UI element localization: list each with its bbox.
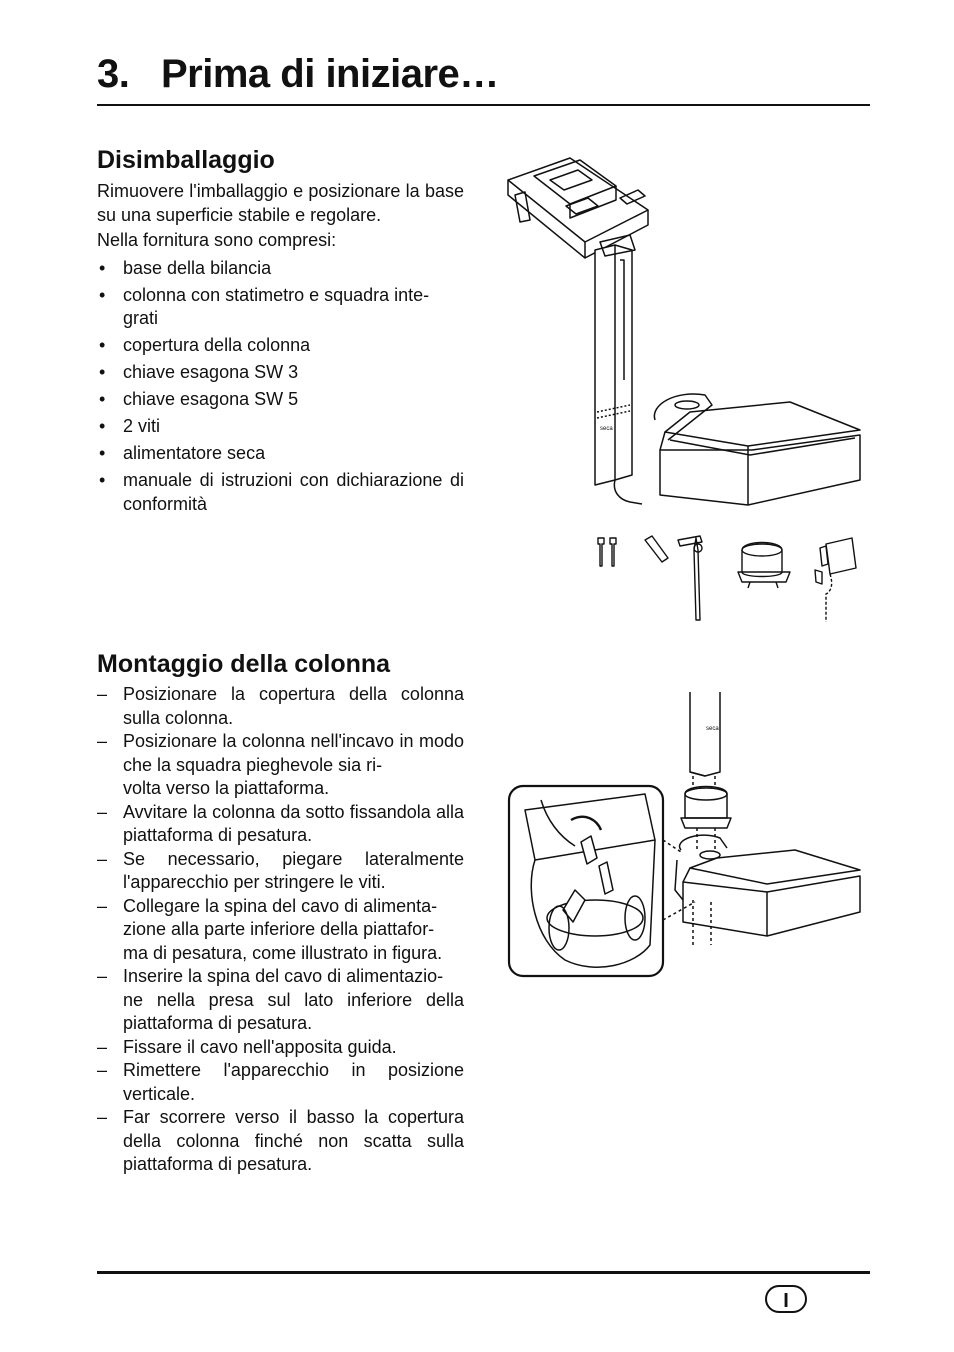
list-item: • base della bilancia (97, 257, 464, 281)
list-item: • chiave esagona SW 5 (97, 388, 464, 412)
list-item: • manuale di istruzioni con dichiarazione di conformità (97, 469, 464, 516)
hex-key-sw3-icon (645, 536, 668, 562)
list-item: – Inserire la spina del cavo di alimentazio- ne nella presa sul lato inferiore della piattaforma di pesatura. (97, 965, 464, 1036)
list-item: – Collegare la spina del cavo di alimenta- zione alla parte inferiore della piattafor- ma di pesatura, come illustrato in figura. (97, 895, 464, 966)
list-item: • colonna con statimetro e squadra inte- grati (97, 284, 464, 331)
list-item: – Far scorrere verso il basso la copertura della colonna finché non scatta sulla piattaforma di pesatura. (97, 1106, 464, 1177)
scale-assembled-illustration (500, 150, 870, 510)
list-item: – Rimettere l'apparecchio in posizione verticale. (97, 1059, 464, 1106)
included-items-list (97, 257, 464, 517)
brand-mark: seca (600, 426, 613, 432)
power-supply-icon (826, 538, 856, 574)
chapter-number: 3. (97, 52, 130, 96)
assembly-text (97, 683, 464, 1177)
header-rule (97, 104, 870, 106)
list-item: • chiave esagona SW 3 (97, 361, 464, 385)
assembly-steps-list (97, 683, 464, 1177)
list-item: – Fissare il cavo nell'apposita guida. (97, 1036, 464, 1060)
screw-icon (598, 538, 604, 566)
list-item: – Posizionare la colonna nell'incavo in modo che la squadra pieghevole sia ri- volta verso la piattaforma. (97, 730, 464, 801)
list-item: – Posizionare la copertura della colonna sulla colonna. (97, 683, 464, 730)
list-item: – Avvitare la colonna da sotto fissandola alla piattaforma di pesatura. (97, 801, 464, 848)
list-item: – Se necessario, piegare lateralmente l'apparecchio per stringere le viti. (97, 848, 464, 895)
column-assembly-illustration (505, 690, 870, 985)
footer-rule (97, 1271, 870, 1274)
hex-key-sw5-icon (678, 536, 702, 620)
screw-icon (610, 538, 616, 566)
brand-mark: seca (706, 726, 719, 732)
assembly-heading: Montaggio della colonna (97, 650, 391, 678)
chapter-title-text: Prima di iniziare… (161, 52, 499, 96)
unpacking-text (97, 180, 464, 520)
unpacking-intro: Rimuovere l'imballaggio e posizionare la base su una superficie stabile e regolare. (97, 181, 464, 225)
language-badge: I (765, 1285, 807, 1313)
unpacking-heading: Disimballaggio (97, 146, 275, 174)
chapter-title (97, 52, 499, 97)
list-item: • alimentatore seca (97, 442, 464, 466)
included-label: Nella fornitura sono compresi: (97, 230, 337, 250)
accessories-illustration (590, 530, 870, 625)
list-item: • 2 viti (97, 415, 464, 439)
list-item: • copertura della colonna (97, 334, 464, 358)
